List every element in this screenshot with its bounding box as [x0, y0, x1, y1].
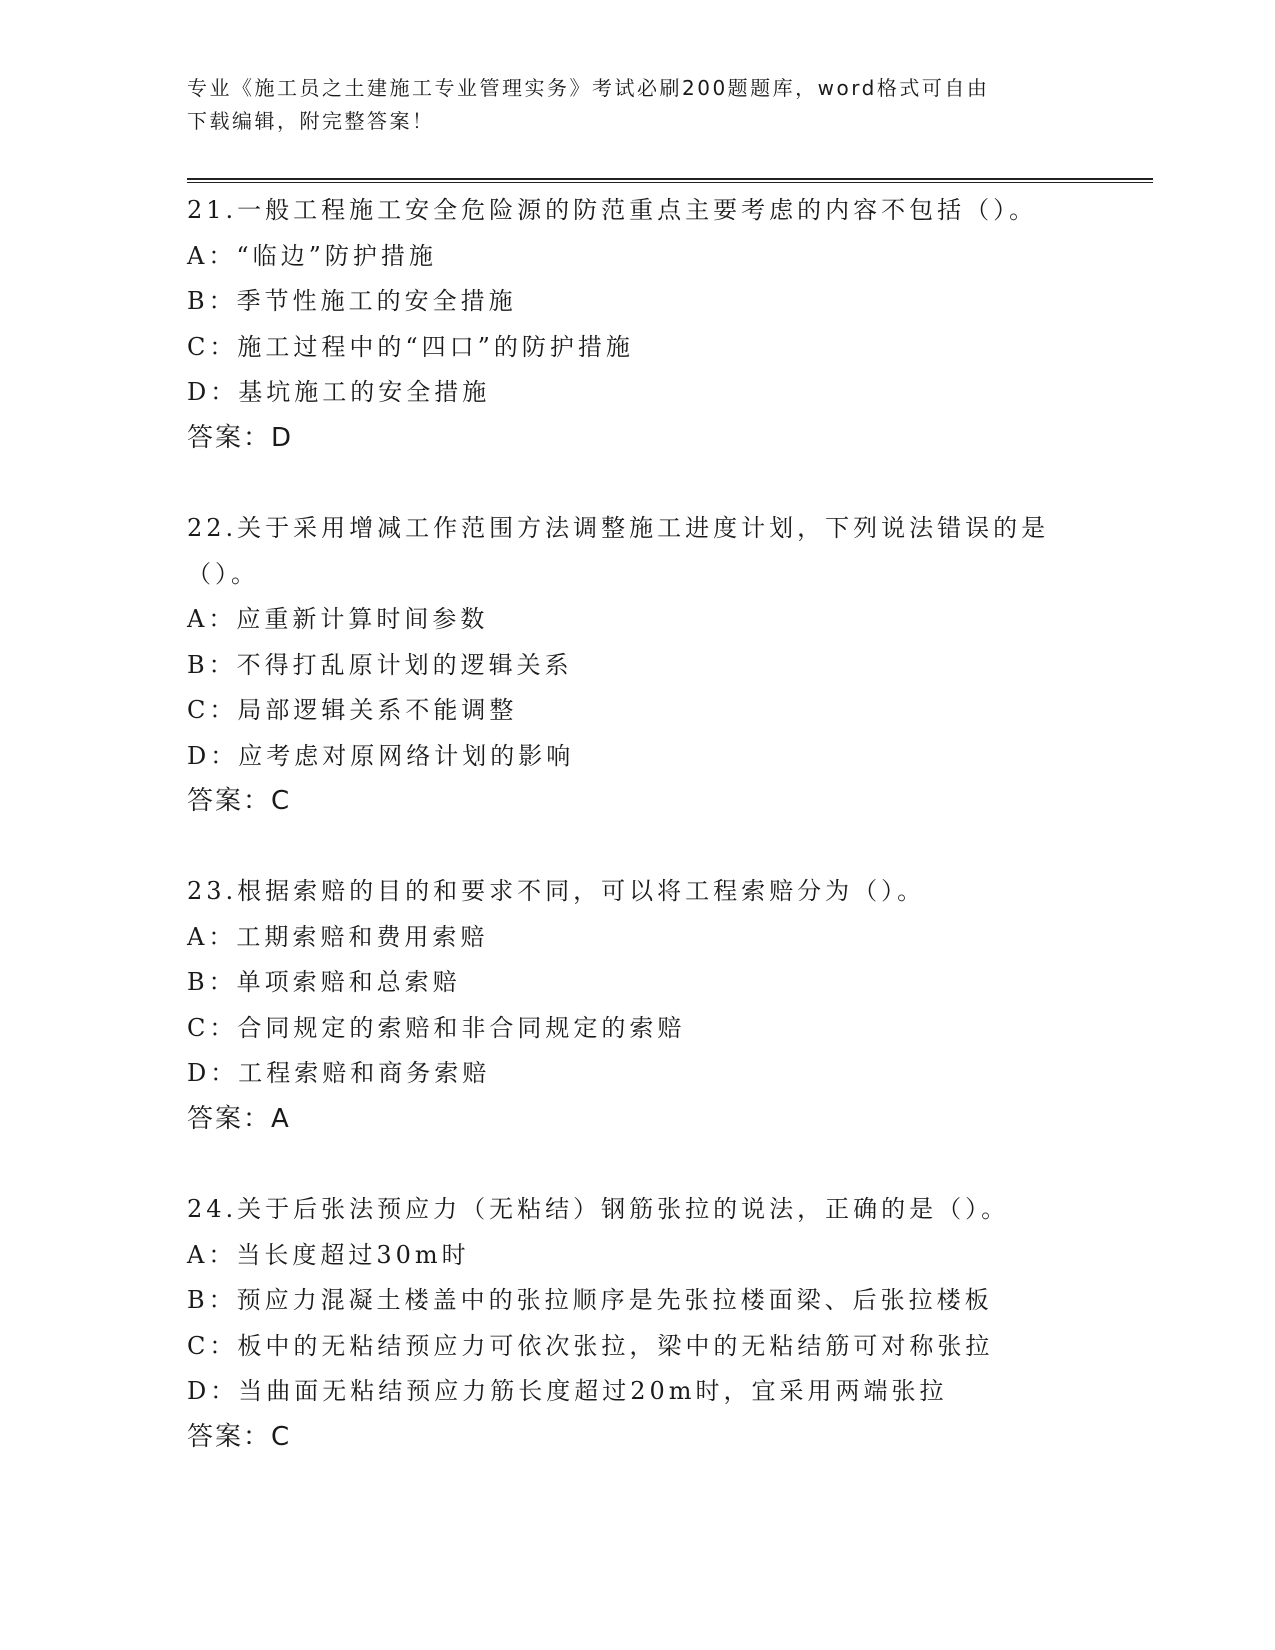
answer-text: 答案：C	[187, 1421, 292, 1452]
option-a: A：当长度超过30m时	[187, 1240, 470, 1269]
question-stem: 23.根据索赔的目的和要求不同，可以将工程索赔分为（）。	[187, 877, 926, 905]
option-d: D：基坑施工的安全措施	[187, 378, 491, 406]
option-b: B：不得打乱原计划的逻辑关系	[187, 650, 573, 679]
option-d: D：工程索赔和商务索赔	[187, 1059, 491, 1087]
answer-text: 答案：A	[187, 1103, 291, 1134]
question-stem: 22.关于采用增减工作范围方法调整施工进度计划，下列说法错误的是（）。	[187, 514, 1050, 588]
header-line-1: 专业《施工员之土建施工专业管理实务》考试必刷200题题库，word格式可自由	[187, 76, 990, 100]
header-divider	[187, 178, 1153, 183]
question-block	[187, 869, 1087, 1142]
option-a: A：“临边”防护措施	[187, 241, 437, 270]
option-c: C：局部逻辑关系不能调整	[187, 696, 518, 724]
option-c: C：施工过程中的“四口”的防护措施	[187, 332, 634, 361]
option-d: D：应考虑对原网络计划的影响	[187, 741, 575, 770]
option-d: D：当曲面无粘结预应力筋长度超过20m时，宜采用两端张拉	[187, 1377, 948, 1405]
option-c: C：合同规定的索赔和非合同规定的索赔	[187, 1013, 686, 1042]
option-b: B：单项索赔和总索赔	[187, 968, 461, 996]
question-block	[187, 188, 1087, 461]
document-header	[187, 72, 1067, 138]
question-stem: 24.关于后张法预应力（无粘结）钢筋张拉的说法，正确的是（）。	[187, 1195, 1010, 1223]
option-c: C：板中的无粘结预应力可依次张拉，梁中的无粘结筋可对称张拉	[187, 1331, 994, 1360]
answer-text: 答案：C	[187, 786, 292, 816]
option-a: A：工期索赔和费用索赔	[187, 922, 489, 951]
option-b: B：预应力混凝土楼盖中的张拉顺序是先张拉楼面梁、后张拉楼板	[187, 1286, 993, 1314]
option-a: A：应重新计算时间参数	[187, 605, 489, 633]
answer-text: 答案：D	[187, 422, 294, 453]
question-block	[187, 506, 1087, 825]
option-b: B：季节性施工的安全措施	[187, 287, 517, 315]
question-block	[187, 1187, 1087, 1460]
question-stem: 21.一般工程施工安全危险源的防范重点主要考虑的内容不包括（）。	[187, 196, 1038, 224]
header-line-2: 下载编辑，附完整答案！	[187, 109, 435, 133]
